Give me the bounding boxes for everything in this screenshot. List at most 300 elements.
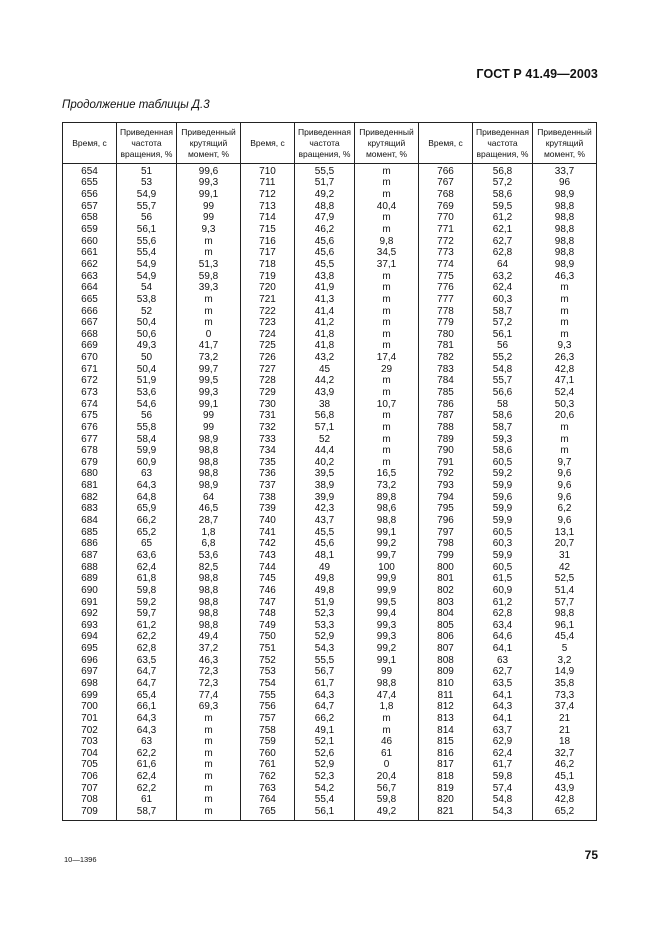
table-row xyxy=(63,271,597,283)
table-row xyxy=(63,667,597,679)
cell-torque: 99,5 xyxy=(177,376,241,388)
cell-speed: 54,9 xyxy=(117,189,177,201)
table-row xyxy=(63,585,597,597)
cell-time: 662 xyxy=(63,259,117,271)
cell-torque: 9,7 xyxy=(533,457,597,469)
cell-torque: m xyxy=(355,213,419,225)
cell-time: 766 xyxy=(419,164,473,178)
cell-time: 751 xyxy=(241,643,295,655)
cell-time: 673 xyxy=(63,387,117,399)
cell-speed: 54,3 xyxy=(473,806,533,820)
table-row xyxy=(63,736,597,748)
cell-time: 810 xyxy=(419,678,473,690)
cell-torque: 99,7 xyxy=(355,550,419,562)
cell-torque: 39,3 xyxy=(177,282,241,294)
cell-speed: 59,2 xyxy=(117,597,177,609)
header-torque: Приведенный крутящий момент, % xyxy=(177,123,241,164)
cell-time: 779 xyxy=(419,317,473,329)
cell-torque: 1,8 xyxy=(355,701,419,713)
cell-speed: 64,7 xyxy=(117,678,177,690)
cell-speed: 61,7 xyxy=(295,678,355,690)
table-row xyxy=(63,771,597,783)
cell-torque: m xyxy=(355,725,419,737)
cell-torque: m xyxy=(533,317,597,329)
cell-torque: 99,7 xyxy=(177,364,241,376)
cell-time: 697 xyxy=(63,667,117,679)
table-row xyxy=(63,562,597,574)
cell-time: 710 xyxy=(241,164,295,178)
cell-torque: m xyxy=(177,736,241,748)
cell-torque: m xyxy=(177,306,241,318)
table-body xyxy=(63,164,597,821)
cell-speed: 66,2 xyxy=(117,515,177,527)
cell-time: 758 xyxy=(241,725,295,737)
cell-speed: 63,5 xyxy=(473,678,533,690)
cell-time: 760 xyxy=(241,748,295,760)
cell-speed: 61,2 xyxy=(117,620,177,632)
cell-time: 731 xyxy=(241,410,295,422)
cell-torque: 35,8 xyxy=(533,678,597,690)
cell-time: 778 xyxy=(419,306,473,318)
cell-time: 691 xyxy=(63,597,117,609)
cell-torque: m xyxy=(355,294,419,306)
cell-time: 755 xyxy=(241,690,295,702)
cell-speed: 53,8 xyxy=(117,294,177,306)
cell-torque: 73,3 xyxy=(533,690,597,702)
header-torque: Приведенный крутящий момент, % xyxy=(355,123,419,164)
cell-torque: 37,2 xyxy=(177,643,241,655)
cell-time: 734 xyxy=(241,445,295,457)
cell-time: 783 xyxy=(419,364,473,376)
cell-time: 752 xyxy=(241,655,295,667)
cell-time: 659 xyxy=(63,224,117,236)
page-number: 75 xyxy=(584,848,598,862)
cell-speed: 44,4 xyxy=(295,445,355,457)
cell-time: 667 xyxy=(63,317,117,329)
cell-torque: m xyxy=(177,713,241,725)
cell-torque: 17,4 xyxy=(355,352,419,364)
footer-code: 10—1396 xyxy=(64,855,97,864)
cell-torque: 96 xyxy=(533,178,597,190)
cell-torque: m xyxy=(177,806,241,820)
cell-speed: 45,6 xyxy=(295,539,355,551)
cell-torque: 46,2 xyxy=(533,760,597,772)
cell-torque: 98,9 xyxy=(177,434,241,446)
table-row xyxy=(63,469,597,481)
cell-torque: 61 xyxy=(355,748,419,760)
cell-time: 692 xyxy=(63,608,117,620)
cell-speed: 63,7 xyxy=(473,725,533,737)
cell-time: 785 xyxy=(419,387,473,399)
cell-speed: 49,1 xyxy=(295,725,355,737)
cell-time: 696 xyxy=(63,655,117,667)
cell-time: 705 xyxy=(63,760,117,772)
cell-torque: 50,3 xyxy=(533,399,597,411)
cell-torque: 6,2 xyxy=(533,504,597,516)
table-row xyxy=(63,164,597,178)
cell-time: 684 xyxy=(63,515,117,527)
cell-time: 788 xyxy=(419,422,473,434)
table-row xyxy=(63,725,597,737)
cell-speed: 51,9 xyxy=(295,597,355,609)
cell-torque: 31 xyxy=(533,550,597,562)
cell-torque: 98,8 xyxy=(177,469,241,481)
cell-time: 809 xyxy=(419,667,473,679)
cell-torque: 98,8 xyxy=(533,608,597,620)
cell-time: 714 xyxy=(241,213,295,225)
cell-speed: 54,8 xyxy=(473,364,533,376)
cell-torque: 98,9 xyxy=(533,189,597,201)
cell-torque: m xyxy=(177,317,241,329)
table-row xyxy=(63,515,597,527)
cell-torque: m xyxy=(355,341,419,353)
cell-torque: 9,6 xyxy=(533,515,597,527)
cell-torque: 1,8 xyxy=(177,527,241,539)
cell-time: 700 xyxy=(63,701,117,713)
cell-speed: 66,1 xyxy=(117,701,177,713)
cell-torque: 57,7 xyxy=(533,597,597,609)
cell-torque: m xyxy=(355,271,419,283)
cell-time: 679 xyxy=(63,457,117,469)
table-row xyxy=(63,795,597,807)
cell-torque: 99,1 xyxy=(177,189,241,201)
cell-torque: 9,8 xyxy=(355,236,419,248)
cell-time: 790 xyxy=(419,445,473,457)
table-row xyxy=(63,701,597,713)
cell-time: 657 xyxy=(63,201,117,213)
cell-speed: 56 xyxy=(117,213,177,225)
cell-time: 805 xyxy=(419,620,473,632)
cell-speed: 58,6 xyxy=(473,189,533,201)
cell-torque: 99 xyxy=(355,667,419,679)
cell-torque: m xyxy=(177,795,241,807)
cell-speed: 50,4 xyxy=(117,317,177,329)
header-speed: Приведенная частота вращения, % xyxy=(473,123,533,164)
cell-speed: 38 xyxy=(295,399,355,411)
table-row xyxy=(63,480,597,492)
cell-speed: 64,6 xyxy=(473,632,533,644)
cell-speed: 55,6 xyxy=(117,236,177,248)
cell-speed: 64,1 xyxy=(473,713,533,725)
cell-time: 794 xyxy=(419,492,473,504)
cell-speed: 54 xyxy=(117,282,177,294)
cell-torque: 99,2 xyxy=(355,539,419,551)
cell-time: 676 xyxy=(63,422,117,434)
cell-time: 749 xyxy=(241,620,295,632)
cell-speed: 51,9 xyxy=(117,376,177,388)
cell-speed: 52 xyxy=(295,434,355,446)
cell-torque: 98,8 xyxy=(533,247,597,259)
cell-time: 811 xyxy=(419,690,473,702)
cell-speed: 64,1 xyxy=(473,690,533,702)
cell-speed: 58,7 xyxy=(117,806,177,820)
cell-speed: 65,9 xyxy=(117,504,177,516)
cell-speed: 58 xyxy=(473,399,533,411)
cell-speed: 55,2 xyxy=(473,352,533,364)
cell-time: 664 xyxy=(63,282,117,294)
cell-speed: 53,6 xyxy=(117,387,177,399)
table-row xyxy=(63,655,597,667)
cell-time: 707 xyxy=(63,783,117,795)
cell-torque: m xyxy=(355,164,419,178)
cell-speed: 56,1 xyxy=(473,329,533,341)
cell-torque: 46 xyxy=(355,736,419,748)
cell-speed: 47,9 xyxy=(295,213,355,225)
table-row xyxy=(63,236,597,248)
cell-time: 727 xyxy=(241,364,295,376)
table-row xyxy=(63,387,597,399)
table-row xyxy=(63,201,597,213)
cell-torque: m xyxy=(533,422,597,434)
cell-speed: 41,9 xyxy=(295,282,355,294)
cell-time: 738 xyxy=(241,492,295,504)
cell-time: 806 xyxy=(419,632,473,644)
cell-speed: 66,2 xyxy=(295,713,355,725)
cell-torque: 42,8 xyxy=(533,795,597,807)
cell-torque: m xyxy=(177,725,241,737)
cell-torque: m xyxy=(533,434,597,446)
cell-time: 698 xyxy=(63,678,117,690)
cell-torque: 99,3 xyxy=(355,632,419,644)
cell-speed: 53,3 xyxy=(295,620,355,632)
cell-speed: 62,2 xyxy=(117,632,177,644)
cell-speed: 54,8 xyxy=(473,795,533,807)
cell-time: 737 xyxy=(241,480,295,492)
cell-time: 719 xyxy=(241,271,295,283)
cell-torque: 46,3 xyxy=(533,271,597,283)
cell-torque: 49,4 xyxy=(177,632,241,644)
cell-torque: m xyxy=(355,387,419,399)
cell-speed: 60,9 xyxy=(117,457,177,469)
cell-time: 656 xyxy=(63,189,117,201)
cell-torque: 64 xyxy=(177,492,241,504)
cell-speed: 38,9 xyxy=(295,480,355,492)
cell-torque: 37,4 xyxy=(533,701,597,713)
cell-time: 681 xyxy=(63,480,117,492)
cell-time: 781 xyxy=(419,341,473,353)
cell-time: 741 xyxy=(241,527,295,539)
cell-speed: 39,9 xyxy=(295,492,355,504)
cell-speed: 60,5 xyxy=(473,562,533,574)
cell-time: 762 xyxy=(241,771,295,783)
cell-torque: 32,7 xyxy=(533,748,597,760)
cell-speed: 52,3 xyxy=(295,608,355,620)
cell-time: 725 xyxy=(241,341,295,353)
cell-torque: 96,1 xyxy=(533,620,597,632)
cell-time: 740 xyxy=(241,515,295,527)
cell-speed: 59,8 xyxy=(473,771,533,783)
cell-time: 798 xyxy=(419,539,473,551)
cell-speed: 64,7 xyxy=(117,667,177,679)
cell-time: 775 xyxy=(419,271,473,283)
header-torque: Приведенный крутящий момент, % xyxy=(533,123,597,164)
cell-time: 683 xyxy=(63,504,117,516)
cell-speed: 54,6 xyxy=(117,399,177,411)
cell-torque: 9,6 xyxy=(533,469,597,481)
cell-torque: 98,8 xyxy=(533,224,597,236)
cell-speed: 52,9 xyxy=(295,760,355,772)
cell-torque: 51,4 xyxy=(533,585,597,597)
cell-speed: 64,7 xyxy=(295,701,355,713)
cell-time: 723 xyxy=(241,317,295,329)
cell-time: 686 xyxy=(63,539,117,551)
cell-speed: 64 xyxy=(473,259,533,271)
cell-torque: m xyxy=(177,236,241,248)
cell-torque: m xyxy=(533,306,597,318)
cell-time: 671 xyxy=(63,364,117,376)
cell-torque: m xyxy=(355,224,419,236)
cell-speed: 56,8 xyxy=(295,410,355,422)
cell-speed: 52,9 xyxy=(295,632,355,644)
cell-time: 685 xyxy=(63,527,117,539)
cell-torque: 99 xyxy=(177,201,241,213)
cell-time: 709 xyxy=(63,806,117,820)
cell-torque: m xyxy=(177,771,241,783)
cell-time: 789 xyxy=(419,434,473,446)
cell-speed: 60,9 xyxy=(473,585,533,597)
cell-speed: 56 xyxy=(117,410,177,422)
table-row xyxy=(63,317,597,329)
cell-speed: 49,2 xyxy=(295,189,355,201)
cell-time: 739 xyxy=(241,504,295,516)
cell-speed: 49,8 xyxy=(295,573,355,585)
cell-time: 735 xyxy=(241,457,295,469)
cell-torque: 40,4 xyxy=(355,201,419,213)
table-caption: Продолжение таблицы Д.3 xyxy=(62,99,210,111)
cell-torque: m xyxy=(533,445,597,457)
cell-speed: 55,4 xyxy=(117,247,177,259)
cell-speed: 63,2 xyxy=(473,271,533,283)
cell-torque: m xyxy=(355,410,419,422)
cell-time: 795 xyxy=(419,504,473,516)
cell-torque: m xyxy=(355,376,419,388)
cell-torque: 34,5 xyxy=(355,247,419,259)
table-row xyxy=(63,294,597,306)
cell-time: 780 xyxy=(419,329,473,341)
cell-torque: m xyxy=(355,189,419,201)
cell-time: 820 xyxy=(419,795,473,807)
cell-torque: 29 xyxy=(355,364,419,376)
cell-time: 799 xyxy=(419,550,473,562)
cell-torque: 98,8 xyxy=(533,201,597,213)
cell-torque: m xyxy=(177,247,241,259)
cell-time: 743 xyxy=(241,550,295,562)
cell-time: 821 xyxy=(419,806,473,820)
cell-speed: 42,3 xyxy=(295,504,355,516)
cell-speed: 62,2 xyxy=(117,783,177,795)
cell-torque: 9,6 xyxy=(533,492,597,504)
document-id: ГОСТ Р 41.49—2003 xyxy=(476,67,598,81)
cell-torque: 99,4 xyxy=(355,608,419,620)
cell-speed: 59,8 xyxy=(117,585,177,597)
cell-torque: 69,3 xyxy=(177,701,241,713)
cell-torque: 20,7 xyxy=(533,539,597,551)
table-row xyxy=(63,178,597,190)
cell-torque: 52,5 xyxy=(533,573,597,585)
cell-torque: 41,7 xyxy=(177,341,241,353)
cell-torque: 99,1 xyxy=(355,527,419,539)
cell-speed: 63 xyxy=(473,655,533,667)
cell-speed: 60,5 xyxy=(473,527,533,539)
cell-torque: 98,8 xyxy=(533,213,597,225)
cell-torque: m xyxy=(533,294,597,306)
header-time: Время, с xyxy=(419,123,473,164)
cell-torque: m xyxy=(533,282,597,294)
cell-time: 772 xyxy=(419,236,473,248)
cell-speed: 54,9 xyxy=(117,259,177,271)
cell-speed: 65 xyxy=(117,539,177,551)
cell-time: 730 xyxy=(241,399,295,411)
cell-speed: 41,8 xyxy=(295,341,355,353)
cell-torque: 21 xyxy=(533,713,597,725)
cell-time: 757 xyxy=(241,713,295,725)
cell-torque: 98,8 xyxy=(177,608,241,620)
cell-torque: m xyxy=(177,783,241,795)
cell-torque: 13,1 xyxy=(533,527,597,539)
cell-speed: 62,4 xyxy=(117,562,177,574)
table-row xyxy=(63,492,597,504)
cell-speed: 58,4 xyxy=(117,434,177,446)
cell-speed: 59,9 xyxy=(473,550,533,562)
cell-time: 787 xyxy=(419,410,473,422)
cell-torque: m xyxy=(177,760,241,772)
cell-speed: 45,5 xyxy=(295,527,355,539)
table-row xyxy=(63,504,597,516)
cell-time: 763 xyxy=(241,783,295,795)
cell-time: 712 xyxy=(241,189,295,201)
cell-speed: 63,4 xyxy=(473,620,533,632)
cell-torque: 99,9 xyxy=(355,585,419,597)
cell-torque: 98,8 xyxy=(177,445,241,457)
cell-time: 661 xyxy=(63,247,117,259)
cell-torque: 42 xyxy=(533,562,597,574)
cell-speed: 50,6 xyxy=(117,329,177,341)
cell-speed: 63 xyxy=(117,736,177,748)
cell-torque: 98,8 xyxy=(177,457,241,469)
cell-torque: 9,3 xyxy=(533,341,597,353)
cell-torque: m xyxy=(177,748,241,760)
table-row xyxy=(63,213,597,225)
cell-time: 754 xyxy=(241,678,295,690)
cell-torque: 100 xyxy=(355,562,419,574)
cell-time: 722 xyxy=(241,306,295,318)
cell-time: 801 xyxy=(419,573,473,585)
cell-torque: m xyxy=(355,445,419,457)
header-speed: Приведенная частота вращения, % xyxy=(295,123,355,164)
data-table xyxy=(62,122,597,821)
cell-torque: 47,1 xyxy=(533,376,597,388)
cell-speed: 61,7 xyxy=(473,760,533,772)
cell-speed: 43,7 xyxy=(295,515,355,527)
cell-time: 745 xyxy=(241,573,295,585)
cell-time: 767 xyxy=(419,178,473,190)
header-speed: Приведенная частота вращения, % xyxy=(117,123,177,164)
cell-torque: 18 xyxy=(533,736,597,748)
cell-torque: 0 xyxy=(355,760,419,772)
cell-speed: 55,5 xyxy=(295,164,355,178)
cell-time: 668 xyxy=(63,329,117,341)
cell-speed: 41,8 xyxy=(295,329,355,341)
cell-time: 680 xyxy=(63,469,117,481)
cell-speed: 57,1 xyxy=(295,422,355,434)
cell-speed: 65,2 xyxy=(117,527,177,539)
cell-time: 818 xyxy=(419,771,473,783)
cell-speed: 46,2 xyxy=(295,224,355,236)
cell-torque: 98,8 xyxy=(177,620,241,632)
cell-speed: 41,2 xyxy=(295,317,355,329)
cell-time: 693 xyxy=(63,620,117,632)
cell-torque: 99,1 xyxy=(355,655,419,667)
